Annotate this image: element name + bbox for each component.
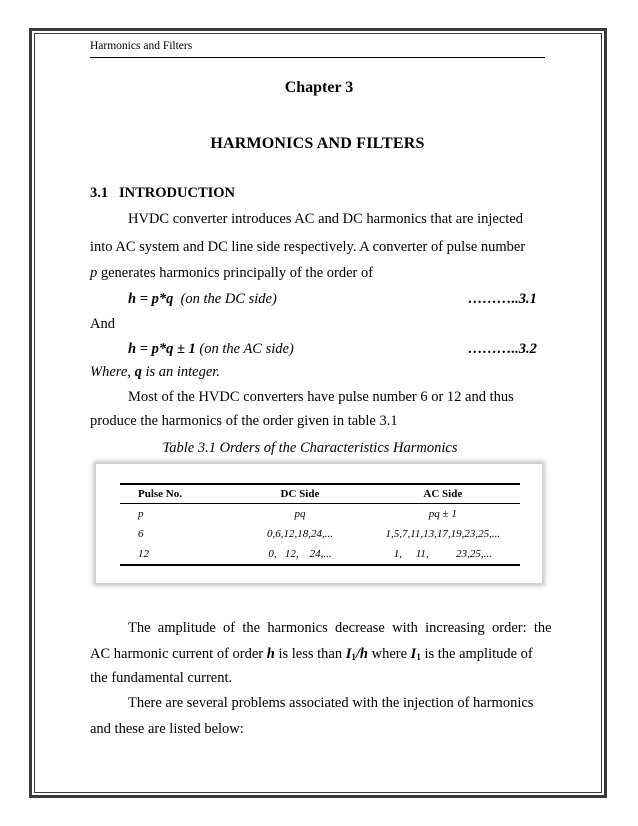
- para3-line3: the fundamental current.: [90, 670, 233, 686]
- equation-3-2: [128, 341, 294, 358]
- equation-3-1: [128, 291, 277, 308]
- para4-line1: There are several problems associated with the injection of harmonics: [128, 695, 534, 711]
- section-heading: [90, 185, 235, 202]
- para1-line1: HVDC converter introduces AC and DC harmonics that are injected: [128, 211, 524, 227]
- table-row: 12 0, 12, 24,... 1, 11, 23,25,...: [120, 544, 520, 565]
- para4-line2: and these are listed below:: [90, 721, 244, 737]
- para1-line3: p generates harmonics principally of the order of: [90, 265, 374, 281]
- eq1-note: (on the DC side): [180, 291, 277, 307]
- para2-line2: produce the harmonics of the order given in table 3.1: [90, 413, 398, 429]
- and-word: And: [90, 316, 115, 332]
- table-header-dc: DC Side: [234, 484, 365, 504]
- table-row: p pq pq ± 1: [138, 508, 457, 520]
- eq2-number: ………..3.2: [468, 341, 537, 357]
- para3-line2: AC harmonic current of order h is less than $I_1/h$ where $I_1$ is the amplitude of: [90, 646, 533, 662]
- eq2-note: (on the AC side): [199, 341, 294, 357]
- harmonics-table: [120, 483, 520, 566]
- section-number: 3.1: [90, 185, 109, 201]
- table-caption: Table 3.1 Orders of the Characteristics Harmonics: [162, 440, 458, 456]
- para2-line1: Most of the HVDC converters have pulse number 6 or 12 and thus: [128, 389, 514, 405]
- chapter-label: Chapter 3: [284, 79, 354, 96]
- eq1-number: ………..3.1: [468, 291, 537, 307]
- eq2-formula: h = p*q ± 1: [128, 341, 196, 357]
- harmonics-table-image: [95, 463, 543, 584]
- table-header-pulse: Pulse No.: [120, 484, 234, 504]
- table-row: 6 0,6,12,18,24,... 1,5,7,11,13,17,19,23,25,...: [138, 528, 501, 540]
- para3-line1: The amplitude of the harmonics decrease with increasing order: the: [128, 620, 552, 636]
- var-p: p: [90, 265, 98, 281]
- eq1-formula: h = p*q: [128, 291, 174, 307]
- header-rule: [90, 57, 545, 58]
- chapter-title: HARMONICS AND FILTERS: [210, 135, 425, 152]
- table-header-ac: AC Side: [366, 484, 520, 504]
- para1-line2: into AC system and DC line side respectively. A converter of pulse number: [90, 239, 526, 255]
- where-line: Where, q is an integer.: [90, 364, 220, 380]
- running-header: Harmonics and Filters: [90, 40, 193, 52]
- section-title: INTRODUCTION: [119, 185, 236, 201]
